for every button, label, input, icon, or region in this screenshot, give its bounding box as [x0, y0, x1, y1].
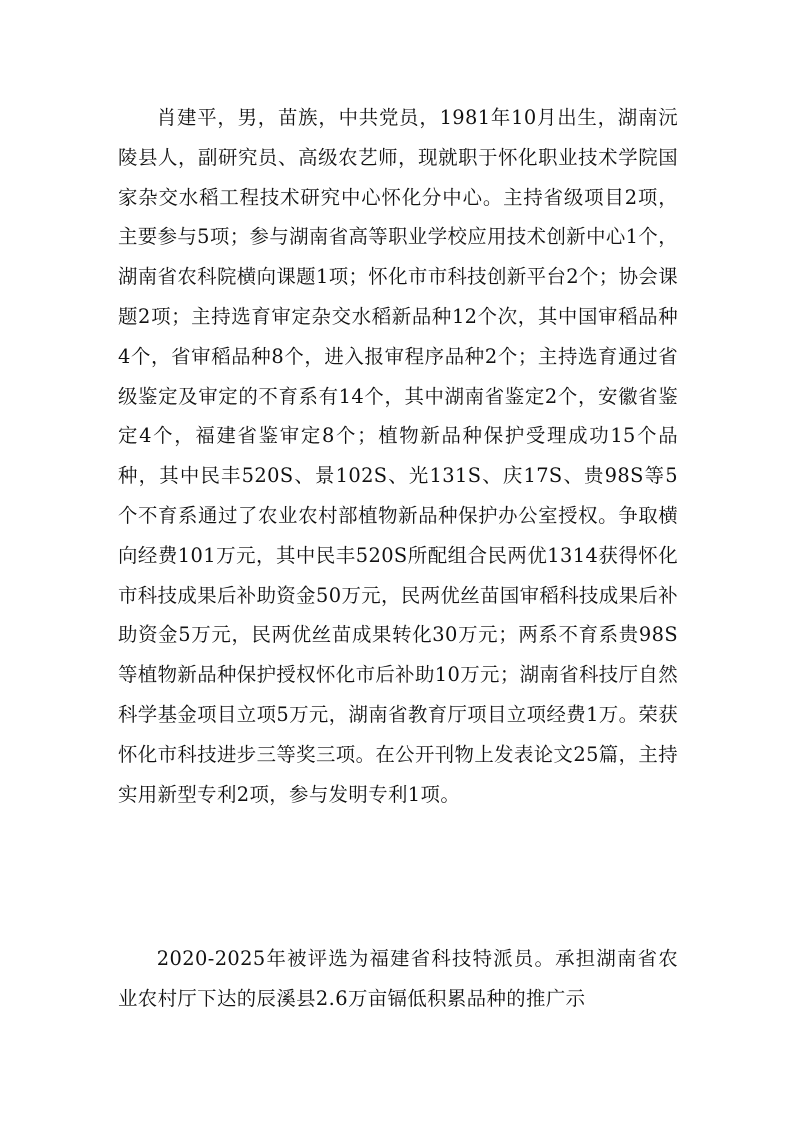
biography-paragraph: 肖建平，男，苗族，中共党员，1981年10月出生，湖南沅陵县人，副研究员、高级农艺师，现就职于怀化职业技术学院国家杂交水稻工程技术研究中心怀化分中心。主持省级项目2项，主要参与5项；参与湖南省高等职业学校应用技术创新中心1个，湖南省农科院横向课题1项；怀化市市科技创新平台2个；协会课题2项；主持选育审定杂交水稻新品种12个次，其中国审稻品种4个，省审稻品种8个，进入报审程序品种2个；主持选育通过省级鉴定及审定的不育系有14个，其中湖南省鉴定2个，安徽省鉴定4个，福建省鉴审定8个；植物新品种保护受理成功15个品种，其中民丰520S、景102S、光131S、庆17S、贵98S等5个不育系通过了农业农村部植物新品种保护办公室授权。争取横向经费101万元，其中民丰520S所配组合民两优1314获得怀化市科技成果后补助资金50万元，民两优丝苗国审稻科技成果后补助资金5万元，民两优丝苗成果转化30万元；两系不育系贵98S等植物新品种保护授权怀化市后补助10万元；湖南省科技厅自然科学基金项目立项5万元，湖南省教育厅项目立项经费1万。荣获怀化市科技进步三等奖三项。在公开刊物上发表论文25篇，主持实用新型专利2项，参与发明专利1项。	[118, 106, 678, 806]
science-commissioner-paragraph: 2020-2025年被评选为福建省科技特派员。承担湖南省农业农村厅下达的辰溪县2.6万亩镉低积累品种的推广示	[118, 947, 678, 1010]
